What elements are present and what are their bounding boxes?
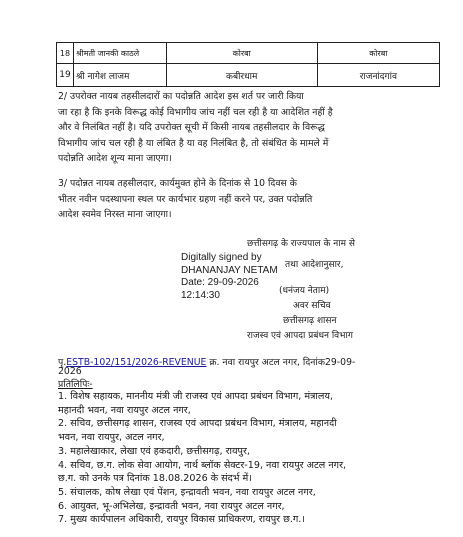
paragraph-2 — [58, 89, 333, 167]
sig-name: DHANANJAY NETAM — [181, 264, 278, 276]
ref-number-link[interactable]: ESTB-102/151/2026-REVENUE — [66, 357, 207, 368]
new-posting: कोरबा — [317, 43, 439, 64]
text-line: आदेश स्वमेव निरस्त माना जाएगा। — [58, 209, 172, 220]
text-line: और वे निलंबित नहीं है। यदि उपरोक्त सूची में किसी नायब तहसीलदार के विरूद्ध — [58, 122, 325, 133]
list-item: छ.ग. को उनके पत्र दिनांक 18.08.2026 के संदर्भ में। — [58, 473, 252, 485]
officer-name: श्री नागेश लाजम — [73, 64, 166, 87]
paragraph-3 — [58, 176, 312, 223]
row-number: 19 — [57, 64, 74, 87]
new-posting: राजनांदगांव — [317, 64, 439, 87]
list-item: 4. सचिव, छ.ग. लोक सेवा आयोग, नार्थ ब्लॉक सेक्टर-19, नवा रायपुर अटल नगर, — [58, 459, 347, 471]
text-line: 3/ पदोन्नत नायब तहसीलदार, कार्यमुक्त होने के दिनांक से 10 दिवस के — [58, 178, 297, 189]
officer-table — [56, 42, 440, 87]
signatory-designation: अवर सचिव — [293, 301, 331, 311]
ref-prefix: पृ. — [58, 357, 67, 368]
signatory-govt: छत्तीसगढ़ शासन — [283, 316, 337, 326]
sig-line: Digitally signed by — [181, 252, 262, 263]
governor-line: छत्तीसगढ़ के राज्यपाल के नाम से — [247, 239, 355, 249]
text-line: पदोन्नति आदेश शून्य माना जाएगा। — [58, 153, 172, 164]
copy-list — [58, 390, 346, 527]
current-district: कोरबा — [166, 43, 317, 64]
list-item: भवन, नवा रायपुर, अटल नगर, — [58, 432, 165, 444]
reference-line — [58, 355, 355, 368]
signatory-dept: राजस्व एवं आपदा प्रबंधन विभाग — [247, 331, 353, 341]
text-line: जा रहा है कि इनके विरूद्ध कोई विभागीय जांच नहीं चल रही है या आदेशित नहीं है — [58, 106, 333, 118]
list-item: 3. महालेखाकार, लेखा एवं हकदारी, छत्तीसगढ़, रायपुर, — [58, 445, 250, 457]
text-line: भीतर नवीन पदस्थापना स्थल पर कार्यभार ग्रहण नहीं करने पर, उक्त पदोन्नति — [58, 193, 313, 205]
current-district: कबीरधाम — [166, 64, 317, 87]
text-line: 2/ उपरोक्त नायब तहसीलदारों का पदोन्नति आदेश इस शर्त पर जारी किया — [58, 91, 304, 102]
list-item: 5. संचालक, कोष लेखा एवं पेंशन, इन्द्रावती भवन, नवा रायपुर अटल नगर, — [58, 486, 316, 498]
list-item: 7. मुख्य कार्यपालन अधिकारी, रायपुर विकास प्राधिकरण, रायपुर छ.ग.। — [58, 514, 305, 526]
row-number: 18 — [57, 43, 74, 64]
copy-heading: प्रतिलिपिः- — [58, 379, 93, 390]
sig-time: 12:14:30 — [181, 289, 220, 301]
digital-signature — [181, 252, 278, 302]
sig-date: Date: 29-09-2026 — [181, 277, 259, 288]
table-row — [57, 64, 440, 87]
authority-line: तथा आदेशानुसार, — [285, 260, 344, 270]
table-row — [57, 43, 440, 64]
list-item: महानदी भवन, नवा रायपुर अटल नगर, — [58, 404, 191, 416]
text-line: विभागीय जांच चल रही है या लंबित है या वह निलंबित है, तो संबंधित के मामले में — [58, 137, 329, 149]
reference-year: 2026 — [58, 366, 82, 377]
officer-name: श्रीमती जानकी काठले — [73, 43, 166, 64]
list-item: 2. सचिव, छत्तीसगढ़ शासन, राजस्व एवं आपदा प्रबंधन विभाग, मंत्रालय, महानदी — [58, 418, 337, 430]
ref-place-date: क्र. नवा रायपुर अटल नगर, दिनांक29-09- — [206, 357, 356, 368]
signatory-name: (धनंजय नेताम) — [279, 286, 330, 296]
list-item: 1. विशेष सहायक, माननीय मंत्री जी राजस्व एवं आपदा प्रबंधन विभाग, मंत्रालय, — [58, 391, 334, 402]
list-item: 6. आयुक्त, भू-अभिलेख, इन्द्रावती भवन, नवा रायपुर अटल नगर, — [58, 500, 285, 512]
